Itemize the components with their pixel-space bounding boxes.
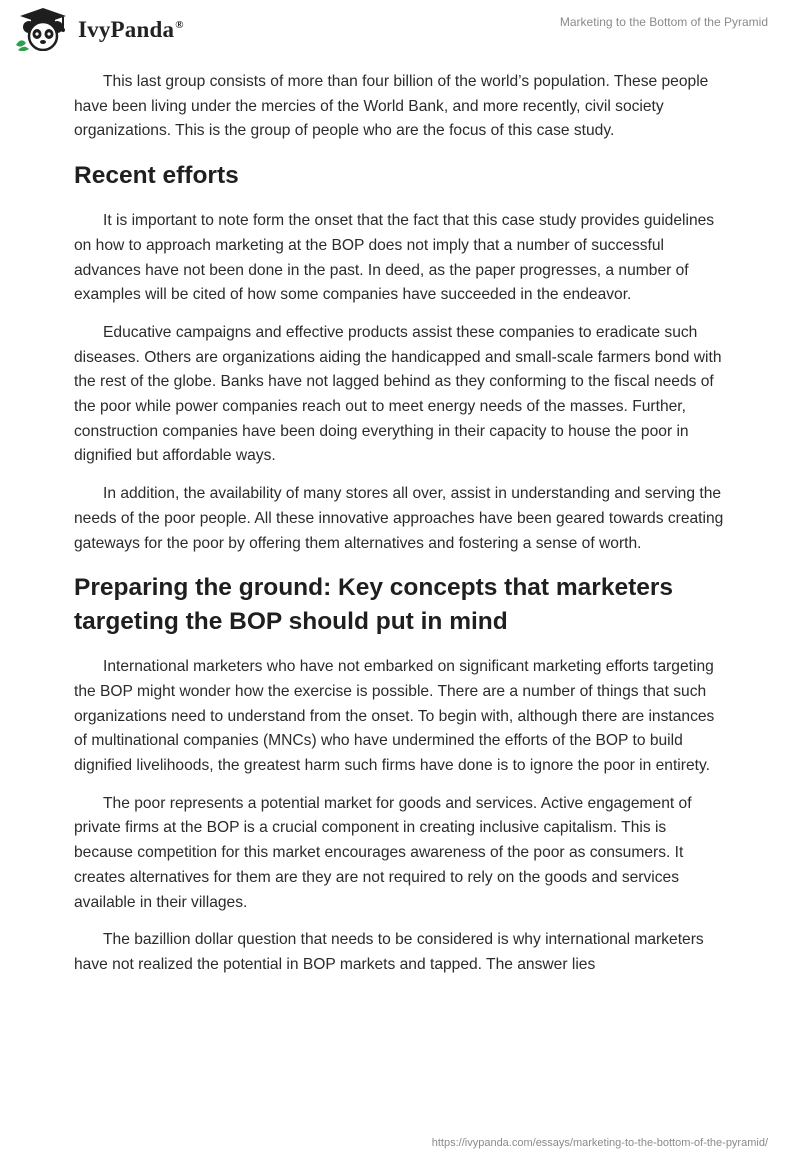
section-heading: Recent efforts [74,162,239,190]
paragraph: Educative campaigns and effective products assist these companies to eradicate such diseases. Others are organizations aiding the handicapped and small-scale farmers bond with the rest of the globe. Banks have not lagged behind as they conforming to the fiscal needs of the poor while power companies reach out to meet energy needs of the masses. Further, construction companies have been doing everything in their capacity to house the poor in dignified but affordable ways. [74,323,722,465]
paragraph: The bazillion dollar question that needs to be considered is why international marketers have not realized the potential in BOP markets and tapped. The answer lies [74,931,704,973]
paragraph: The poor represents a potential market for goods and services. Active engagement of private firms at the BOP is a crucial component in creating inclusive capitalism. This is because competition for this market encourages awareness of the poor as consumers. It creates alternatives for them are they are not required to rely on the goods and services available in their villages. [74,794,692,911]
page-header [0,0,800,60]
panda-graduate-icon [14,7,72,51]
source-url[interactable]: https://ivypanda.com/essays/marketing-to-the-bottom-of-the-pyramid/ [431,1137,768,1149]
paragraph: International marketers who have not embarked on significant marketing efforts targeting the BOP might wonder how the exercise is possible. There are a number of things that such organizations need to understand from the onset. To begin with, although there are instances of multinational companies (MNCs) who have undermined the efforts of the BOP to build dignified livelihoods, the greatest harm such firms have done is to ignore the poor in entirety. [74,658,715,775]
registered-mark: ® [175,19,184,32]
paragraph: This last group consists of more than four billion of the world’s population. These people have been living under the mercies of the World Bank, and more recently, civil society organizations. This is the group of people who are the focus of this case study. [74,73,709,140]
essay-body [74,70,724,991]
section-heading: Preparing the ground: Key concepts that marketers targeting the BOP should put in mind [74,574,674,636]
document-title: Marketing to the Bottom of the Pyramid [559,15,768,29]
paragraph: It is important to note form the onset that the fact that this case study provides guidelines on how to approach marketing at the BOP does not imply that a number of successful advances have not been done in the past. In deed, as the paper progresses, a number of examples will be cited of how some companies have succeeded in the endeavor. [74,212,715,304]
paragraph: In addition, the availability of many stores all over, assist in understanding and serving the needs of the poor people. All these innovative approaches have been geared towards creating gateways for the poor by offering them alternatives and fostering a sense of worth. [74,485,724,552]
ivypanda-logo[interactable] [14,7,184,51]
brand-name: IvyPanda® [78,17,184,42]
